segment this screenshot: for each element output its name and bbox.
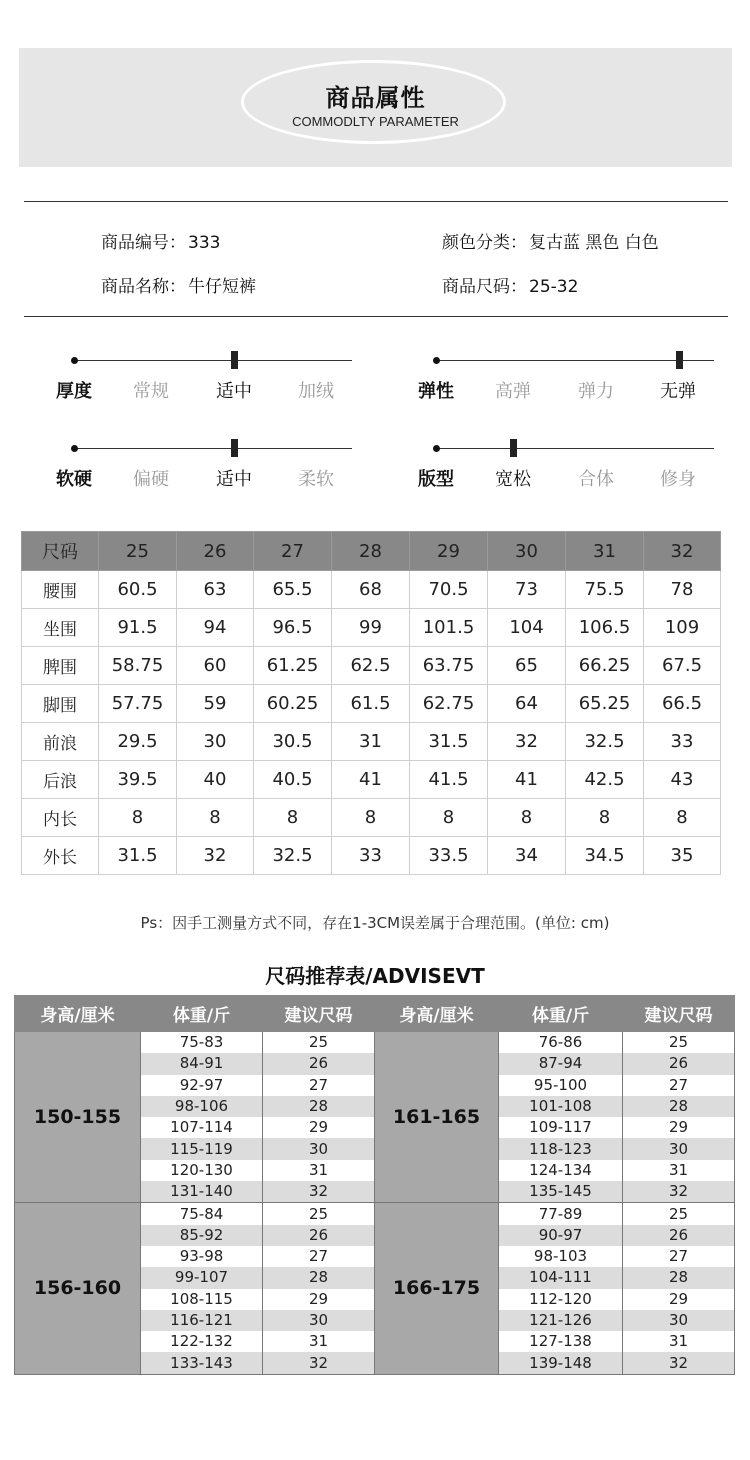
- header-cell: 身高/厘米: [375, 996, 499, 1032]
- weight-cell: 139-148: [499, 1352, 623, 1374]
- table-cell: 43: [644, 761, 721, 799]
- table-cell: 101.5: [410, 609, 488, 647]
- weight-cell: 76-86: [499, 1032, 623, 1054]
- attribute-option: 高弹: [495, 381, 531, 402]
- table-cell: 29.5: [99, 723, 177, 761]
- size-cell: 27: [263, 1246, 375, 1267]
- product-name: 商品名称： 牛仔短裤: [101, 277, 256, 297]
- table-header-row: [22, 532, 721, 571]
- row-label-cell: 内长: [22, 799, 99, 837]
- size-cell: 31: [623, 1160, 735, 1181]
- measurement-note: Ps：因手工测量方式不同，存在1-3CM误差属于合理范围。(单位: cm): [140, 914, 610, 932]
- attribute-option-selected: 适中: [216, 381, 252, 402]
- attribute-thickness: [56, 345, 374, 405]
- row-label-cell: 前浪: [22, 723, 99, 761]
- size-cell: 32: [623, 1181, 735, 1203]
- header-cell: 26: [177, 532, 254, 571]
- track-start-dot: [433, 357, 440, 364]
- weight-cell: 92-97: [141, 1075, 263, 1096]
- product-colors: 颜色分类： 复古蓝 黑色 白色: [442, 233, 659, 253]
- header-cell: 身高/厘米: [15, 996, 141, 1032]
- header-cell: 28: [332, 532, 410, 571]
- weight-cell: 107-114: [141, 1117, 263, 1138]
- table-row: [22, 723, 721, 761]
- row-label-cell: 脾围: [22, 647, 99, 685]
- size-cell: 25: [263, 1032, 375, 1054]
- size-cell: 27: [263, 1075, 375, 1096]
- table-cell: 60.5: [99, 571, 177, 609]
- table-cell: 31: [332, 723, 410, 761]
- size-chart-table: [21, 531, 721, 875]
- table-cell: 99: [332, 609, 410, 647]
- table-cell: 60.25: [254, 685, 332, 723]
- table-cell: 60: [177, 647, 254, 685]
- weight-cell: 104-111: [499, 1267, 623, 1288]
- weight-cell: 75-83: [141, 1032, 263, 1054]
- size-cell: 30: [623, 1310, 735, 1331]
- weight-cell: 90-97: [499, 1225, 623, 1246]
- size-cell: 31: [623, 1331, 735, 1352]
- attribute-option: 修身: [660, 469, 696, 490]
- table-row: [22, 685, 721, 723]
- table-cell: 30.5: [254, 723, 332, 761]
- size-cell: 25: [263, 1203, 375, 1225]
- header-cell: 建议尺码: [263, 996, 375, 1032]
- table-cell: 61.5: [332, 685, 410, 723]
- table-cell: 39.5: [99, 761, 177, 799]
- table-cell: 75.5: [566, 571, 644, 609]
- table-cell: 33: [332, 837, 410, 875]
- table-cell: 32: [177, 837, 254, 875]
- table-header-row: [15, 996, 735, 1032]
- size-cell: 29: [623, 1117, 735, 1138]
- size-cell: 29: [623, 1289, 735, 1310]
- attribute-option: 偏硬: [133, 469, 169, 490]
- selected-marker: [510, 439, 517, 457]
- table-cell: 30: [177, 723, 254, 761]
- weight-cell: 122-132: [141, 1331, 263, 1352]
- size-cell: 29: [263, 1117, 375, 1138]
- table-cell: 8: [254, 799, 332, 837]
- attribute-option: 柔软: [298, 469, 334, 490]
- table-row: [22, 837, 721, 875]
- size-cell: 27: [623, 1075, 735, 1096]
- height-range-cell: 150-155: [15, 1032, 141, 1203]
- table-cell: 70.5: [410, 571, 488, 609]
- size-cell: 29: [263, 1289, 375, 1310]
- row-label-cell: 后浪: [22, 761, 99, 799]
- weight-cell: 99-107: [141, 1267, 263, 1288]
- height-range-cell: 166-175: [375, 1203, 499, 1374]
- weight-cell: 120-130: [141, 1160, 263, 1181]
- page-subtitle: COMMODLTY PARAMETER: [292, 114, 459, 129]
- recommend-title: 尺码推荐表/ADVISEVT: [265, 964, 485, 988]
- table-cell: 62.5: [332, 647, 410, 685]
- table-cell: 8: [410, 799, 488, 837]
- header-cell: 体重/斤: [141, 996, 263, 1032]
- table-row: [22, 571, 721, 609]
- header-cell: 体重/斤: [499, 996, 623, 1032]
- table-cell: 31.5: [410, 723, 488, 761]
- table-cell: 91.5: [99, 609, 177, 647]
- size-recommend-table: [14, 995, 735, 1375]
- size-cell: 32: [263, 1352, 375, 1374]
- attribute-option: 常规: [133, 381, 169, 402]
- table-cell: 65: [488, 647, 566, 685]
- size-cell: 25: [623, 1032, 735, 1054]
- size-cell: 28: [623, 1267, 735, 1288]
- weight-cell: 133-143: [141, 1352, 263, 1374]
- table-cell: 58.75: [99, 647, 177, 685]
- size-cell: 27: [623, 1246, 735, 1267]
- size-cell: 26: [263, 1053, 375, 1074]
- weight-cell: 116-121: [141, 1310, 263, 1331]
- size-cell: 28: [263, 1267, 375, 1288]
- table-cell: 34.5: [566, 837, 644, 875]
- table-cell: 42.5: [566, 761, 644, 799]
- size-cell: 30: [263, 1138, 375, 1159]
- weight-cell: 131-140: [141, 1181, 263, 1203]
- weight-cell: 95-100: [499, 1075, 623, 1096]
- selected-marker: [231, 439, 238, 457]
- table-cell: 106.5: [566, 609, 644, 647]
- row-label-cell: 脚围: [22, 685, 99, 723]
- attribute-elasticity: [418, 345, 736, 405]
- weight-cell: 108-115: [141, 1289, 263, 1310]
- weight-cell: 98-106: [141, 1096, 263, 1117]
- table-cell: 8: [644, 799, 721, 837]
- weight-cell: 75-84: [141, 1203, 263, 1225]
- weight-cell: 127-138: [499, 1331, 623, 1352]
- header-banner: [19, 48, 732, 167]
- size-cell: 32: [263, 1181, 375, 1203]
- weight-cell: 85-92: [141, 1225, 263, 1246]
- selected-marker: [231, 351, 238, 369]
- attribute-name: 厚度: [56, 381, 92, 402]
- track-start-dot: [71, 445, 78, 452]
- header-cell: 29: [410, 532, 488, 571]
- table-row: [22, 609, 721, 647]
- table-cell: 35: [644, 837, 721, 875]
- table-cell: 63: [177, 571, 254, 609]
- size-cell: 30: [623, 1138, 735, 1159]
- table-row: [15, 1203, 735, 1225]
- header-cell: 31: [566, 532, 644, 571]
- table-cell: 41.5: [410, 761, 488, 799]
- attribute-name: 版型: [418, 469, 454, 490]
- header-cell: 建议尺码: [623, 996, 735, 1032]
- table-cell: 66.25: [566, 647, 644, 685]
- table-cell: 31.5: [99, 837, 177, 875]
- table-cell: 109: [644, 609, 721, 647]
- table-cell: 68: [332, 571, 410, 609]
- product-code: 商品编号： 333: [101, 233, 221, 253]
- table-row: [22, 647, 721, 685]
- table-cell: 66.5: [644, 685, 721, 723]
- table-cell: 34: [488, 837, 566, 875]
- weight-cell: 77-89: [499, 1203, 623, 1225]
- table-cell: 40.5: [254, 761, 332, 799]
- header-cell: 尺码: [22, 532, 99, 571]
- table-cell: 40: [177, 761, 254, 799]
- header-cell: 25: [99, 532, 177, 571]
- table-cell: 78: [644, 571, 721, 609]
- attribute-option-selected: 宽松: [495, 469, 531, 490]
- table-cell: 8: [99, 799, 177, 837]
- header-cell: 32: [644, 532, 721, 571]
- attribute-option: 加绒: [298, 381, 334, 402]
- table-cell: 41: [488, 761, 566, 799]
- header-cell: 30: [488, 532, 566, 571]
- weight-cell: 101-108: [499, 1096, 623, 1117]
- row-label-cell: 腰围: [22, 571, 99, 609]
- track-start-dot: [433, 445, 440, 452]
- size-cell: 31: [263, 1160, 375, 1181]
- attribute-softness: [56, 433, 374, 493]
- attribute-option: 弹力: [578, 381, 614, 402]
- table-cell: 8: [566, 799, 644, 837]
- attribute-name: 弹性: [418, 381, 454, 402]
- table-cell: 104: [488, 609, 566, 647]
- weight-cell: 84-91: [141, 1053, 263, 1074]
- table-cell: 33: [644, 723, 721, 761]
- table-cell: 59: [177, 685, 254, 723]
- attribute-fit: [418, 433, 736, 493]
- table-row: [22, 799, 721, 837]
- table-cell: 63.75: [410, 647, 488, 685]
- divider-top: [24, 201, 728, 202]
- divider-bottom: [24, 316, 728, 317]
- size-cell: 25: [623, 1203, 735, 1225]
- table-cell: 8: [332, 799, 410, 837]
- size-cell: 26: [623, 1225, 735, 1246]
- size-cell: 28: [263, 1096, 375, 1117]
- table-cell: 8: [177, 799, 254, 837]
- weight-cell: 118-123: [499, 1138, 623, 1159]
- table-cell: 32.5: [566, 723, 644, 761]
- table-cell: 32.5: [254, 837, 332, 875]
- table-cell: 61.25: [254, 647, 332, 685]
- table-cell: 33.5: [410, 837, 488, 875]
- weight-cell: 98-103: [499, 1246, 623, 1267]
- selected-marker: [676, 351, 683, 369]
- attribute-option-selected: 适中: [216, 469, 252, 490]
- weight-cell: 124-134: [499, 1160, 623, 1181]
- height-range-cell: 156-160: [15, 1203, 141, 1374]
- weight-cell: 109-117: [499, 1117, 623, 1138]
- page-title: 商品属性: [325, 84, 426, 112]
- table-cell: 96.5: [254, 609, 332, 647]
- header-cell: 27: [254, 532, 332, 571]
- weight-cell: 121-126: [499, 1310, 623, 1331]
- table-cell: 65.25: [566, 685, 644, 723]
- table-cell: 64: [488, 685, 566, 723]
- size-cell: 26: [263, 1225, 375, 1246]
- attribute-option-selected: 无弹: [660, 381, 696, 402]
- table-cell: 8: [488, 799, 566, 837]
- weight-cell: 115-119: [141, 1138, 263, 1159]
- weight-cell: 112-120: [499, 1289, 623, 1310]
- track-start-dot: [71, 357, 78, 364]
- product-size-range: 商品尺码： 25-32: [442, 277, 579, 297]
- weight-cell: 135-145: [499, 1181, 623, 1203]
- attribute-option: 合体: [578, 469, 614, 490]
- table-cell: 62.75: [410, 685, 488, 723]
- size-cell: 32: [623, 1352, 735, 1374]
- weight-cell: 87-94: [499, 1053, 623, 1074]
- row-label-cell: 外长: [22, 837, 99, 875]
- table-cell: 94: [177, 609, 254, 647]
- table-row: [22, 761, 721, 799]
- table-cell: 67.5: [644, 647, 721, 685]
- table-cell: 65.5: [254, 571, 332, 609]
- table-cell: 57.75: [99, 685, 177, 723]
- table-cell: 73: [488, 571, 566, 609]
- table-cell: 41: [332, 761, 410, 799]
- size-cell: 26: [623, 1053, 735, 1074]
- table-cell: 32: [488, 723, 566, 761]
- size-cell: 28: [623, 1096, 735, 1117]
- size-cell: 31: [263, 1331, 375, 1352]
- height-range-cell: 161-165: [375, 1032, 499, 1203]
- attribute-name: 软硬: [56, 469, 92, 490]
- row-label-cell: 坐围: [22, 609, 99, 647]
- weight-cell: 93-98: [141, 1246, 263, 1267]
- table-row: [15, 1032, 735, 1054]
- size-cell: 30: [263, 1310, 375, 1331]
